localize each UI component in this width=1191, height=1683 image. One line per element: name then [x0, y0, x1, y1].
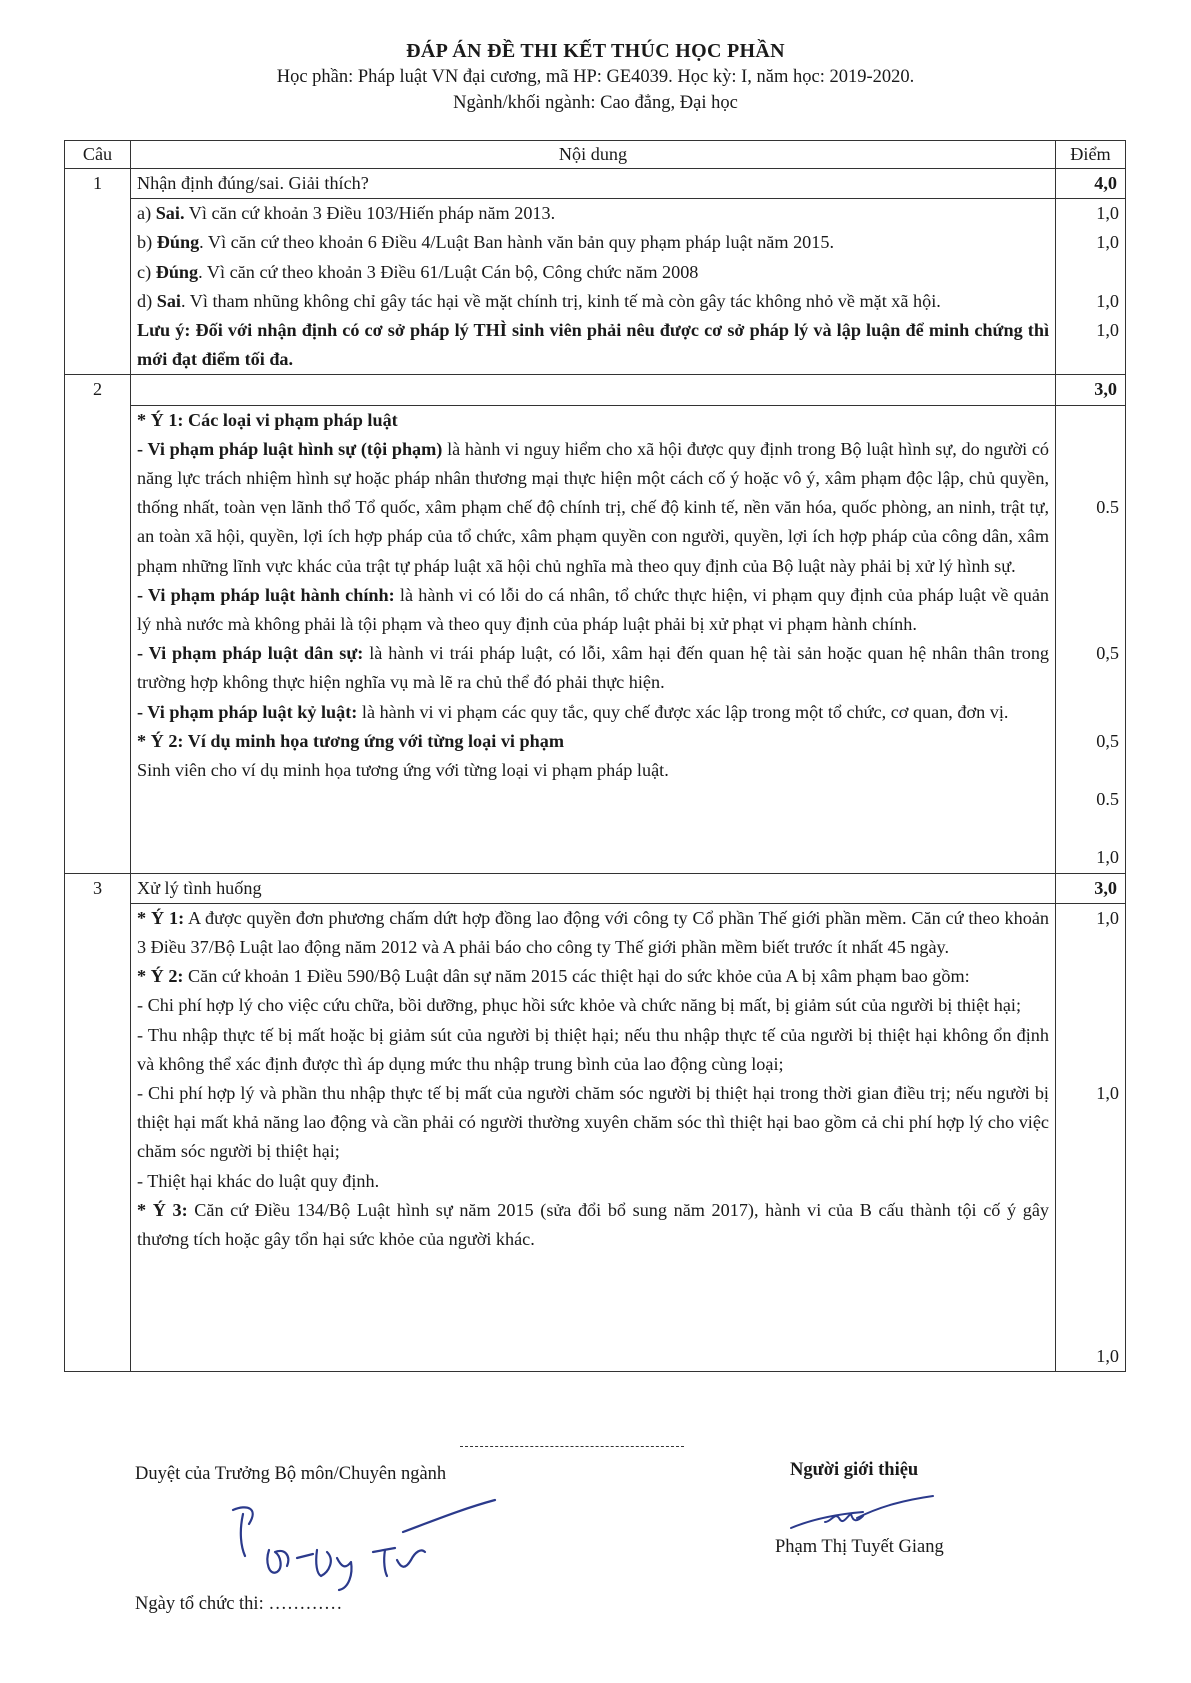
q3-damage-1: - Chi phí hợp lý cho việc cứu chữa, bồi dưỡng, phục hồi sức khỏe và chức năng bị mất, bị giảm sút của người bị thiệt hại;: [137, 995, 1022, 1016]
q2-heading: [131, 375, 1056, 405]
q1-heading: Nhận định đúng/sai. Giải thích?: [131, 169, 1056, 199]
q2-heading-row: [65, 375, 1126, 405]
end-divider: [460, 1446, 684, 1447]
q3-point-3: 1,0: [1096, 1345, 1119, 1366]
introducer-signature: [785, 1492, 945, 1542]
q1-total: 4,0: [1056, 169, 1126, 199]
q2-point-examples: 1,0: [1096, 847, 1119, 868]
q2-point-disciplinary: 0.5: [1096, 789, 1119, 810]
header-cau: Câu: [65, 141, 131, 169]
q3-idea-3: * Ý 3: Căn cứ Điều 134/Bộ Luật hình sự năm 2015 (sửa đổi bổ sung năm 2017), hành vi của B cấu thành tội cố ý gây thương tích hoặc gây tổn hại sức khỏe của người khác.: [137, 1199, 1049, 1250]
q3-damage-3: - Chi phí hợp lý và phần thu nhập thực tế bị mất của người chăm sóc người bị thiệt hại trong thời gian điều trị; nếu người bị thiệt hại mất khả năng lao động và cần phải có người thường xuyên chăm sóc thì thiệt hại bao gồm cả chi phí hợp lý cho việc chăm sóc người bị thiệt hại;: [137, 1083, 1049, 1162]
header-points: Điểm: [1056, 141, 1126, 169]
document-header: [0, 38, 1191, 116]
q1-point-c: 1,0: [1096, 290, 1119, 311]
q1-note: Lưu ý: Đối với nhận định có cơ sở pháp lý THÌ sinh viên phải nêu được cơ sở pháp lý và lập luận để minh chứng thì mới đạt điểm tối đa.: [137, 320, 1049, 370]
q3-number: 3: [65, 873, 131, 1371]
q1-point-a: 1,0: [1096, 203, 1119, 224]
q3-total: 3,0: [1056, 873, 1126, 903]
q2-total: 3,0: [1056, 375, 1126, 405]
q3-heading: Xử lý tình huống: [131, 873, 1056, 903]
q3-heading-row: [65, 873, 1126, 903]
answer-table: [64, 140, 1126, 1372]
q3-idea-2: * Ý 2: Căn cứ khoản 1 Điều 590/Bộ Luật dân sự năm 2015 các thiệt hại do sức khỏe của A bị xâm phạm bao gồm:: [137, 966, 970, 987]
q3-damage-4: - Thiệt hại khác do luật quy định.: [137, 1170, 380, 1191]
q3-content: [131, 903, 1056, 1371]
q2-administrative: - Vi phạm pháp luật hành chính: là hành vi có lỗi do cá nhân, tổ chức thực hiện, vi phạm quy định của pháp luật về quản lý nhà nước mà không phải là tội phạm và theo quy định của pháp luật phải bị xử phạt vi phạm hành chính.: [137, 584, 1049, 635]
course-info: Học phần: Pháp luật VN đại cương, mã HP: GE4039. Học kỳ: I, năm học: 2019-2020.: [276, 67, 915, 87]
q2-idea-1: * Ý 1: Các loại vi phạm pháp luật: [137, 409, 398, 430]
q2-civil: - Vi phạm pháp luật dân sự: là hành vi trái pháp luật, có lỗi, xâm hại đến quan hệ tài sản hoặc quan hệ nhân thân trong trường hợp không thực hiện nghĩa vụ mà lẽ ra chủ thể đó phải thực hiện.: [137, 643, 1050, 693]
q3-point-2: 1,0: [1096, 1082, 1119, 1103]
q1-body-row: [65, 199, 1126, 375]
program-info: Ngành/khối ngành: Cao đẳng, Đại học: [453, 93, 738, 113]
q2-body-row: [65, 405, 1126, 873]
q3-damage-2: - Thu nhập thực tế bị mất hoặc bị giảm sút của người bị thiệt hại; nếu thu nhập thực tế của người bị thiệt hại không ổn định và không thể xác định được thì áp dụng mức thu nhập trung bình của lao động cùng loại;: [137, 1024, 1049, 1074]
q3-idea-1: * Ý 1: A được quyền đơn phương chấm dứt hợp đồng lao động với công ty Cổ phần Thế giới phần mềm. Căn cứ theo khoản 3 Điều 37/Bộ Luật lao động năm 2012 và A phải báo cho công ty Thế giới phần mềm biết trước ít nhất 45 ngày.: [137, 907, 1049, 958]
q2-number: 2: [65, 375, 131, 873]
approval-label: Duyệt của Trưởng Bộ môn/Chuyên ngành: [135, 1464, 447, 1484]
table-header-row: [65, 141, 1126, 169]
q2-points: [1056, 405, 1126, 873]
q1-point-d: 1,0: [1096, 319, 1119, 340]
introducer-title: Người giới thiệu: [790, 1460, 919, 1480]
q2-idea-2: * Ý 2: Ví dụ minh họa tương ứng với từng loại vi phạm: [137, 730, 564, 751]
q1-number: 1: [65, 169, 131, 375]
q1-content: [131, 199, 1056, 375]
q1-item-a: a) Sai. Vì căn cứ khoản 3 Điều 103/Hiến pháp năm 2013.: [137, 203, 556, 224]
q2-point-admin: 0,5: [1096, 643, 1119, 664]
exam-date-line: Ngày tổ chức thi: …………: [135, 1594, 343, 1614]
q2-criminal: - Vi phạm pháp luật hình sự (tội phạm) là hành vi nguy hiểm cho xã hội được quy định trong Bộ luật hình sự, do người có năng lực trách nhiệm hình sự hoặc pháp nhân thương mại thực hiện một cách cố ý hoặc vô ý, xâm phạm độc lập, chủ quyền, thống nhất, toàn vẹn lãnh thổ Tổ quốc, xâm phạm chế độ chính trị, chế độ kinh tế, nền văn hóa, quốc phòng, an ninh, trật tự, an toàn xã hội, quyền, lợi ích hợp pháp của tổ chức, xâm phạm quyền con người, quyền, lợi ích hợp pháp của công dân, xâm phạm những lĩnh vực khác của trật tự pháp luật xã hội chủ nghĩa mà theo quy định của Bộ luật này phải bị xử lý hình sự.: [137, 438, 1049, 576]
q1-points: [1056, 199, 1126, 375]
q1-item-c: c) Đúng. Vì căn cứ theo khoản 3 Điều 61/Luật Cán bộ, Công chức năm 2008: [137, 261, 699, 282]
q1-point-b: 1,0: [1096, 232, 1119, 253]
introducer-name: Phạm Thị Tuyết Giang: [775, 1537, 944, 1557]
q2-content: [131, 405, 1056, 873]
q1-item-b: b) Đúng. Vì căn cứ theo khoản 6 Điều 4/Luật Ban hành văn bản quy phạm pháp luật năm 2015.: [137, 232, 834, 253]
q1-heading-row: [65, 169, 1126, 199]
q2-disciplinary: - Vi phạm pháp luật kỷ luật: là hành vi vi phạm các quy tắc, quy chế được xác lập trong một tổ chức, cơ quan, đơn vị.: [137, 701, 1009, 722]
q3-body-row: [65, 903, 1126, 1371]
approver-signature: [225, 1492, 505, 1592]
q3-points: [1056, 903, 1126, 1371]
q2-idea-2-text: Sinh viên cho ví dụ minh họa tương ứng với từng loại vi phạm pháp luật.: [137, 760, 669, 781]
q2-point-criminal: 0.5: [1096, 497, 1119, 518]
q1-item-d: d) Sai. Vì tham nhũng không chỉ gây tác hại về mặt chính trị, kinh tế mà còn gây tác không nhỏ về mặt xã hội.: [137, 290, 941, 311]
header-content: Nội dung: [131, 141, 1056, 169]
q3-point-1: 1,0: [1096, 907, 1119, 928]
q2-point-civil: 0,5: [1096, 730, 1119, 751]
document-title: ĐÁP ÁN ĐỀ THI KẾT THÚC HỌC PHẦN: [406, 40, 785, 62]
